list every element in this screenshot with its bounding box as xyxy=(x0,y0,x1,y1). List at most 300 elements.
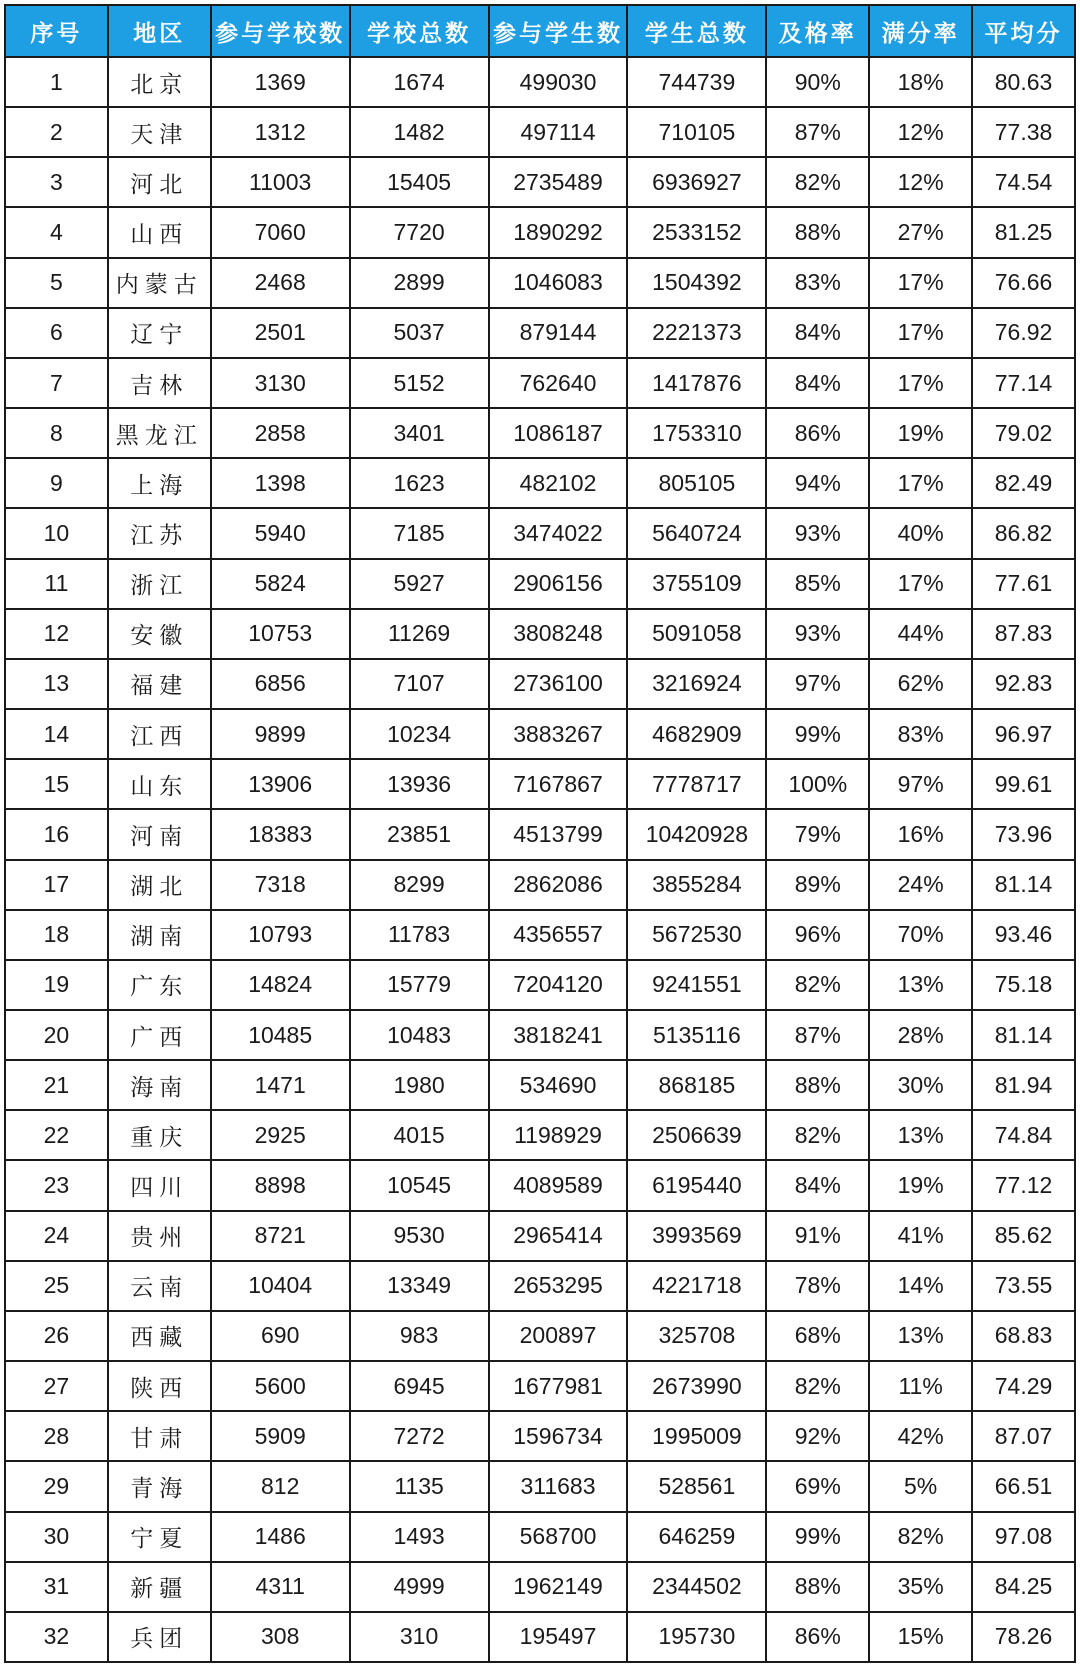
cell-region: 河北 xyxy=(108,157,211,207)
cell-full-score-rate: 97% xyxy=(869,759,972,809)
cell-average-score: 84.25 xyxy=(972,1562,1075,1612)
header-row xyxy=(5,5,1075,57)
cell-total-schools: 23851 xyxy=(350,809,489,859)
cell-full-score-rate: 27% xyxy=(869,207,972,257)
cell-pass-rate: 85% xyxy=(766,559,869,609)
cell-pass-rate: 87% xyxy=(766,107,869,157)
cell-total-schools: 7107 xyxy=(350,659,489,709)
cell-pass-rate: 88% xyxy=(766,1060,869,1110)
cell-full-score-rate: 13% xyxy=(869,1311,972,1361)
cell-participating-schools: 4311 xyxy=(211,1562,350,1612)
table-header xyxy=(5,5,1075,57)
cell-total-schools: 7720 xyxy=(350,207,489,257)
cell-full-score-rate: 17% xyxy=(869,458,972,508)
cell-participating-students: 2965414 xyxy=(489,1211,628,1261)
cell-total-students: 646259 xyxy=(627,1512,766,1562)
cell-total-schools: 1135 xyxy=(350,1461,489,1511)
cell-index: 21 xyxy=(5,1060,108,1110)
cell-participating-students: 879144 xyxy=(489,308,628,358)
table-row xyxy=(5,358,1075,408)
cell-index: 6 xyxy=(5,308,108,358)
cell-index: 22 xyxy=(5,1110,108,1160)
cell-participating-schools: 1398 xyxy=(211,458,350,508)
table-row xyxy=(5,1411,1075,1461)
cell-region: 黑龙江 xyxy=(108,408,211,458)
cell-total-students: 3216924 xyxy=(627,659,766,709)
cell-total-schools: 5037 xyxy=(350,308,489,358)
cell-participating-students: 3818241 xyxy=(489,1010,628,1060)
cell-participating-schools: 812 xyxy=(211,1461,350,1511)
cell-total-schools: 4999 xyxy=(350,1562,489,1612)
cell-average-score: 99.61 xyxy=(972,759,1075,809)
cell-participating-schools: 1312 xyxy=(211,107,350,157)
cell-participating-schools: 8898 xyxy=(211,1160,350,1210)
cell-total-students: 1417876 xyxy=(627,358,766,408)
cell-total-schools: 13936 xyxy=(350,759,489,809)
cell-average-score: 74.84 xyxy=(972,1110,1075,1160)
cell-region: 湖北 xyxy=(108,860,211,910)
cell-participating-schools: 5940 xyxy=(211,508,350,558)
cell-full-score-rate: 17% xyxy=(869,559,972,609)
cell-index: 26 xyxy=(5,1311,108,1361)
cell-participating-students: 195497 xyxy=(489,1612,628,1662)
table-row xyxy=(5,57,1075,107)
cell-average-score: 92.83 xyxy=(972,659,1075,709)
cell-participating-students: 4356557 xyxy=(489,910,628,960)
cell-participating-students: 7204120 xyxy=(489,960,628,1010)
cell-full-score-rate: 11% xyxy=(869,1361,972,1411)
cell-full-score-rate: 83% xyxy=(869,709,972,759)
cell-total-schools: 1493 xyxy=(350,1512,489,1562)
cell-participating-schools: 690 xyxy=(211,1311,350,1361)
cell-index: 7 xyxy=(5,358,108,408)
header-total-students: 学生总数 xyxy=(627,5,766,57)
cell-region: 山西 xyxy=(108,207,211,257)
cell-pass-rate: 89% xyxy=(766,860,869,910)
cell-region: 甘肃 xyxy=(108,1411,211,1461)
table-row xyxy=(5,107,1075,157)
header-total-schools: 学校总数 xyxy=(350,5,489,57)
cell-index: 13 xyxy=(5,659,108,709)
cell-full-score-rate: 44% xyxy=(869,609,972,659)
table-row xyxy=(5,609,1075,659)
cell-participating-schools: 1369 xyxy=(211,57,350,107)
cell-full-score-rate: 82% xyxy=(869,1512,972,1562)
cell-participating-schools: 2925 xyxy=(211,1110,350,1160)
cell-average-score: 87.83 xyxy=(972,609,1075,659)
table-row xyxy=(5,207,1075,257)
cell-participating-students: 3474022 xyxy=(489,508,628,558)
cell-participating-schools: 8721 xyxy=(211,1211,350,1261)
cell-index: 31 xyxy=(5,1562,108,1612)
cell-total-students: 6936927 xyxy=(627,157,766,207)
cell-index: 25 xyxy=(5,1261,108,1311)
table-row xyxy=(5,308,1075,358)
table-row xyxy=(5,809,1075,859)
cell-total-students: 2533152 xyxy=(627,207,766,257)
cell-region: 江西 xyxy=(108,709,211,759)
cell-total-schools: 3401 xyxy=(350,408,489,458)
cell-region: 广西 xyxy=(108,1010,211,1060)
cell-total-schools: 1482 xyxy=(350,107,489,157)
cell-full-score-rate: 12% xyxy=(869,107,972,157)
table-row xyxy=(5,408,1075,458)
table-row xyxy=(5,709,1075,759)
cell-region: 山东 xyxy=(108,759,211,809)
cell-total-students: 2221373 xyxy=(627,308,766,358)
cell-participating-students: 534690 xyxy=(489,1060,628,1110)
table-row xyxy=(5,1311,1075,1361)
cell-participating-students: 2653295 xyxy=(489,1261,628,1311)
cell-index: 9 xyxy=(5,458,108,508)
cell-pass-rate: 88% xyxy=(766,1562,869,1612)
cell-participating-students: 2736100 xyxy=(489,659,628,709)
cell-pass-rate: 99% xyxy=(766,709,869,759)
table-row xyxy=(5,1110,1075,1160)
cell-index: 3 xyxy=(5,157,108,207)
cell-total-students: 5672530 xyxy=(627,910,766,960)
cell-pass-rate: 96% xyxy=(766,910,869,960)
cell-total-students: 528561 xyxy=(627,1461,766,1511)
table-row xyxy=(5,910,1075,960)
cell-full-score-rate: 19% xyxy=(869,408,972,458)
cell-index: 15 xyxy=(5,759,108,809)
cell-average-score: 93.46 xyxy=(972,910,1075,960)
cell-region: 吉林 xyxy=(108,358,211,408)
cell-pass-rate: 82% xyxy=(766,1361,869,1411)
cell-region: 北京 xyxy=(108,57,211,107)
cell-region: 天津 xyxy=(108,107,211,157)
cell-participating-students: 499030 xyxy=(489,57,628,107)
cell-total-schools: 7185 xyxy=(350,508,489,558)
cell-index: 28 xyxy=(5,1411,108,1461)
cell-average-score: 79.02 xyxy=(972,408,1075,458)
cell-region: 四川 xyxy=(108,1160,211,1210)
table-row xyxy=(5,1060,1075,1110)
header-pass-rate: 及格率 xyxy=(766,5,869,57)
table-row xyxy=(5,258,1075,308)
cell-full-score-rate: 40% xyxy=(869,508,972,558)
cell-average-score: 66.51 xyxy=(972,1461,1075,1511)
cell-pass-rate: 79% xyxy=(766,809,869,859)
statistics-table xyxy=(4,4,1076,1663)
cell-participating-schools: 2501 xyxy=(211,308,350,358)
cell-pass-rate: 93% xyxy=(766,508,869,558)
table-body xyxy=(5,57,1075,1662)
cell-participating-students: 200897 xyxy=(489,1311,628,1361)
cell-participating-schools: 5600 xyxy=(211,1361,350,1411)
cell-total-students: 4221718 xyxy=(627,1261,766,1311)
cell-participating-students: 762640 xyxy=(489,358,628,408)
cell-total-students: 3993569 xyxy=(627,1211,766,1261)
cell-total-students: 710105 xyxy=(627,107,766,157)
cell-pass-rate: 82% xyxy=(766,960,869,1010)
cell-index: 14 xyxy=(5,709,108,759)
cell-index: 8 xyxy=(5,408,108,458)
cell-average-score: 77.12 xyxy=(972,1160,1075,1210)
cell-total-schools: 1674 xyxy=(350,57,489,107)
cell-total-students: 5135116 xyxy=(627,1010,766,1060)
cell-participating-students: 7167867 xyxy=(489,759,628,809)
cell-index: 19 xyxy=(5,960,108,1010)
cell-participating-schools: 1471 xyxy=(211,1060,350,1110)
cell-full-score-rate: 13% xyxy=(869,1110,972,1160)
cell-participating-schools: 5824 xyxy=(211,559,350,609)
cell-full-score-rate: 62% xyxy=(869,659,972,709)
header-index: 序号 xyxy=(5,5,108,57)
cell-full-score-rate: 41% xyxy=(869,1211,972,1261)
cell-participating-schools: 6856 xyxy=(211,659,350,709)
cell-region: 江苏 xyxy=(108,508,211,558)
cell-participating-schools: 10404 xyxy=(211,1261,350,1311)
table-row xyxy=(5,1512,1075,1562)
cell-total-schools: 15405 xyxy=(350,157,489,207)
cell-participating-students: 4513799 xyxy=(489,809,628,859)
cell-region: 上海 xyxy=(108,458,211,508)
cell-average-score: 74.54 xyxy=(972,157,1075,207)
cell-total-students: 1753310 xyxy=(627,408,766,458)
cell-total-students: 9241551 xyxy=(627,960,766,1010)
cell-total-students: 2344502 xyxy=(627,1562,766,1612)
cell-total-schools: 11783 xyxy=(350,910,489,960)
cell-pass-rate: 99% xyxy=(766,1512,869,1562)
cell-pass-rate: 84% xyxy=(766,358,869,408)
cell-total-schools: 310 xyxy=(350,1612,489,1662)
cell-region: 福建 xyxy=(108,659,211,709)
cell-pass-rate: 68% xyxy=(766,1311,869,1361)
cell-index: 11 xyxy=(5,559,108,609)
cell-region: 云南 xyxy=(108,1261,211,1311)
cell-pass-rate: 69% xyxy=(766,1461,869,1511)
cell-participating-students: 3883267 xyxy=(489,709,628,759)
cell-average-score: 87.07 xyxy=(972,1411,1075,1461)
cell-average-score: 77.14 xyxy=(972,358,1075,408)
cell-average-score: 85.62 xyxy=(972,1211,1075,1261)
cell-region: 浙江 xyxy=(108,559,211,609)
cell-full-score-rate: 13% xyxy=(869,960,972,1010)
cell-total-students: 805105 xyxy=(627,458,766,508)
cell-pass-rate: 94% xyxy=(766,458,869,508)
cell-participating-schools: 308 xyxy=(211,1612,350,1662)
cell-participating-schools: 14824 xyxy=(211,960,350,1010)
cell-average-score: 74.29 xyxy=(972,1361,1075,1411)
cell-average-score: 76.92 xyxy=(972,308,1075,358)
table-row xyxy=(5,759,1075,809)
cell-total-schools: 9530 xyxy=(350,1211,489,1261)
cell-pass-rate: 86% xyxy=(766,408,869,458)
cell-total-schools: 2899 xyxy=(350,258,489,308)
cell-participating-schools: 10793 xyxy=(211,910,350,960)
cell-index: 16 xyxy=(5,809,108,859)
cell-average-score: 81.25 xyxy=(972,207,1075,257)
cell-full-score-rate: 15% xyxy=(869,1612,972,1662)
cell-pass-rate: 91% xyxy=(766,1211,869,1261)
table-row xyxy=(5,960,1075,1010)
cell-pass-rate: 88% xyxy=(766,207,869,257)
cell-average-score: 77.61 xyxy=(972,559,1075,609)
cell-total-students: 10420928 xyxy=(627,809,766,859)
table-row xyxy=(5,1261,1075,1311)
cell-pass-rate: 83% xyxy=(766,258,869,308)
cell-pass-rate: 90% xyxy=(766,57,869,107)
cell-total-schools: 4015 xyxy=(350,1110,489,1160)
cell-total-schools: 5927 xyxy=(350,559,489,609)
cell-region: 河南 xyxy=(108,809,211,859)
cell-total-students: 325708 xyxy=(627,1311,766,1361)
cell-region: 海南 xyxy=(108,1060,211,1110)
cell-region: 辽宁 xyxy=(108,308,211,358)
table-row xyxy=(5,1010,1075,1060)
cell-participating-schools: 2858 xyxy=(211,408,350,458)
table-row xyxy=(5,1612,1075,1662)
cell-average-score: 81.14 xyxy=(972,1010,1075,1060)
cell-pass-rate: 78% xyxy=(766,1261,869,1311)
cell-pass-rate: 92% xyxy=(766,1411,869,1461)
cell-full-score-rate: 19% xyxy=(869,1160,972,1210)
cell-index: 20 xyxy=(5,1010,108,1060)
cell-pass-rate: 82% xyxy=(766,1110,869,1160)
cell-pass-rate: 87% xyxy=(766,1010,869,1060)
cell-participating-students: 1596734 xyxy=(489,1411,628,1461)
cell-pass-rate: 97% xyxy=(766,659,869,709)
cell-average-score: 96.97 xyxy=(972,709,1075,759)
cell-region: 宁夏 xyxy=(108,1512,211,1562)
header-participating-students: 参与学生数 xyxy=(489,5,628,57)
cell-participating-students: 497114 xyxy=(489,107,628,157)
cell-participating-students: 1086187 xyxy=(489,408,628,458)
cell-total-students: 4682909 xyxy=(627,709,766,759)
cell-average-score: 75.18 xyxy=(972,960,1075,1010)
cell-total-schools: 10483 xyxy=(350,1010,489,1060)
cell-full-score-rate: 16% xyxy=(869,809,972,859)
cell-participating-students: 1677981 xyxy=(489,1361,628,1411)
cell-index: 5 xyxy=(5,258,108,308)
cell-participating-schools: 3130 xyxy=(211,358,350,408)
cell-full-score-rate: 35% xyxy=(869,1562,972,1612)
header-average-score: 平均分 xyxy=(972,5,1075,57)
cell-full-score-rate: 70% xyxy=(869,910,972,960)
cell-total-schools: 1980 xyxy=(350,1060,489,1110)
cell-full-score-rate: 12% xyxy=(869,157,972,207)
cell-participating-schools: 10753 xyxy=(211,609,350,659)
cell-average-score: 81.14 xyxy=(972,860,1075,910)
cell-total-schools: 7272 xyxy=(350,1411,489,1461)
table-row xyxy=(5,1461,1075,1511)
table-row xyxy=(5,559,1075,609)
cell-total-students: 7778717 xyxy=(627,759,766,809)
cell-full-score-rate: 17% xyxy=(869,258,972,308)
cell-total-schools: 5152 xyxy=(350,358,489,408)
cell-total-students: 6195440 xyxy=(627,1160,766,1210)
cell-total-students: 744739 xyxy=(627,57,766,107)
cell-full-score-rate: 42% xyxy=(869,1411,972,1461)
cell-participating-students: 4089589 xyxy=(489,1160,628,1210)
table-row xyxy=(5,1160,1075,1210)
cell-total-students: 3855284 xyxy=(627,860,766,910)
cell-participating-schools: 18383 xyxy=(211,809,350,859)
cell-region: 广东 xyxy=(108,960,211,1010)
cell-full-score-rate: 30% xyxy=(869,1060,972,1110)
table-row xyxy=(5,860,1075,910)
cell-participating-students: 482102 xyxy=(489,458,628,508)
cell-average-score: 97.08 xyxy=(972,1512,1075,1562)
cell-full-score-rate: 24% xyxy=(869,860,972,910)
cell-region: 青海 xyxy=(108,1461,211,1511)
cell-participating-students: 311683 xyxy=(489,1461,628,1511)
cell-full-score-rate: 18% xyxy=(869,57,972,107)
table-row xyxy=(5,157,1075,207)
cell-region: 新疆 xyxy=(108,1562,211,1612)
cell-pass-rate: 84% xyxy=(766,1160,869,1210)
cell-total-schools: 8299 xyxy=(350,860,489,910)
cell-full-score-rate: 17% xyxy=(869,358,972,408)
cell-participating-students: 1962149 xyxy=(489,1562,628,1612)
cell-total-students: 1995009 xyxy=(627,1411,766,1461)
cell-region: 西藏 xyxy=(108,1311,211,1361)
header-region: 地区 xyxy=(108,5,211,57)
cell-participating-schools: 5909 xyxy=(211,1411,350,1461)
cell-index: 2 xyxy=(5,107,108,157)
cell-index: 10 xyxy=(5,508,108,558)
cell-total-schools: 11269 xyxy=(350,609,489,659)
cell-index: 30 xyxy=(5,1512,108,1562)
cell-total-schools: 13349 xyxy=(350,1261,489,1311)
cell-pass-rate: 82% xyxy=(766,157,869,207)
cell-region: 重庆 xyxy=(108,1110,211,1160)
cell-full-score-rate: 14% xyxy=(869,1261,972,1311)
cell-average-score: 77.38 xyxy=(972,107,1075,157)
cell-participating-schools: 13906 xyxy=(211,759,350,809)
cell-participating-students: 2906156 xyxy=(489,559,628,609)
cell-participating-schools: 9899 xyxy=(211,709,350,759)
cell-pass-rate: 93% xyxy=(766,609,869,659)
cell-total-schools: 10545 xyxy=(350,1160,489,1210)
cell-total-students: 2506639 xyxy=(627,1110,766,1160)
cell-average-score: 73.96 xyxy=(972,809,1075,859)
table-row xyxy=(5,1361,1075,1411)
cell-full-score-rate: 5% xyxy=(869,1461,972,1511)
table-row xyxy=(5,508,1075,558)
cell-total-students: 3755109 xyxy=(627,559,766,609)
cell-pass-rate: 84% xyxy=(766,308,869,358)
cell-participating-students: 568700 xyxy=(489,1512,628,1562)
cell-participating-schools: 2468 xyxy=(211,258,350,308)
cell-participating-students: 3808248 xyxy=(489,609,628,659)
cell-index: 27 xyxy=(5,1361,108,1411)
cell-region: 湖南 xyxy=(108,910,211,960)
cell-pass-rate: 100% xyxy=(766,759,869,809)
cell-index: 23 xyxy=(5,1160,108,1210)
header-participating-schools: 参与学校数 xyxy=(211,5,350,57)
cell-total-students: 195730 xyxy=(627,1612,766,1662)
header-full-score-rate: 满分率 xyxy=(869,5,972,57)
cell-average-score: 78.26 xyxy=(972,1612,1075,1662)
cell-index: 24 xyxy=(5,1211,108,1261)
cell-index: 18 xyxy=(5,910,108,960)
cell-full-score-rate: 17% xyxy=(869,308,972,358)
cell-total-students: 2673990 xyxy=(627,1361,766,1411)
cell-average-score: 82.49 xyxy=(972,458,1075,508)
cell-participating-students: 2862086 xyxy=(489,860,628,910)
cell-total-students: 5091058 xyxy=(627,609,766,659)
cell-average-score: 76.66 xyxy=(972,258,1075,308)
cell-full-score-rate: 28% xyxy=(869,1010,972,1060)
cell-region: 安徽 xyxy=(108,609,211,659)
cell-index: 4 xyxy=(5,207,108,257)
cell-total-schools: 10234 xyxy=(350,709,489,759)
cell-total-students: 868185 xyxy=(627,1060,766,1110)
cell-participating-schools: 7318 xyxy=(211,860,350,910)
